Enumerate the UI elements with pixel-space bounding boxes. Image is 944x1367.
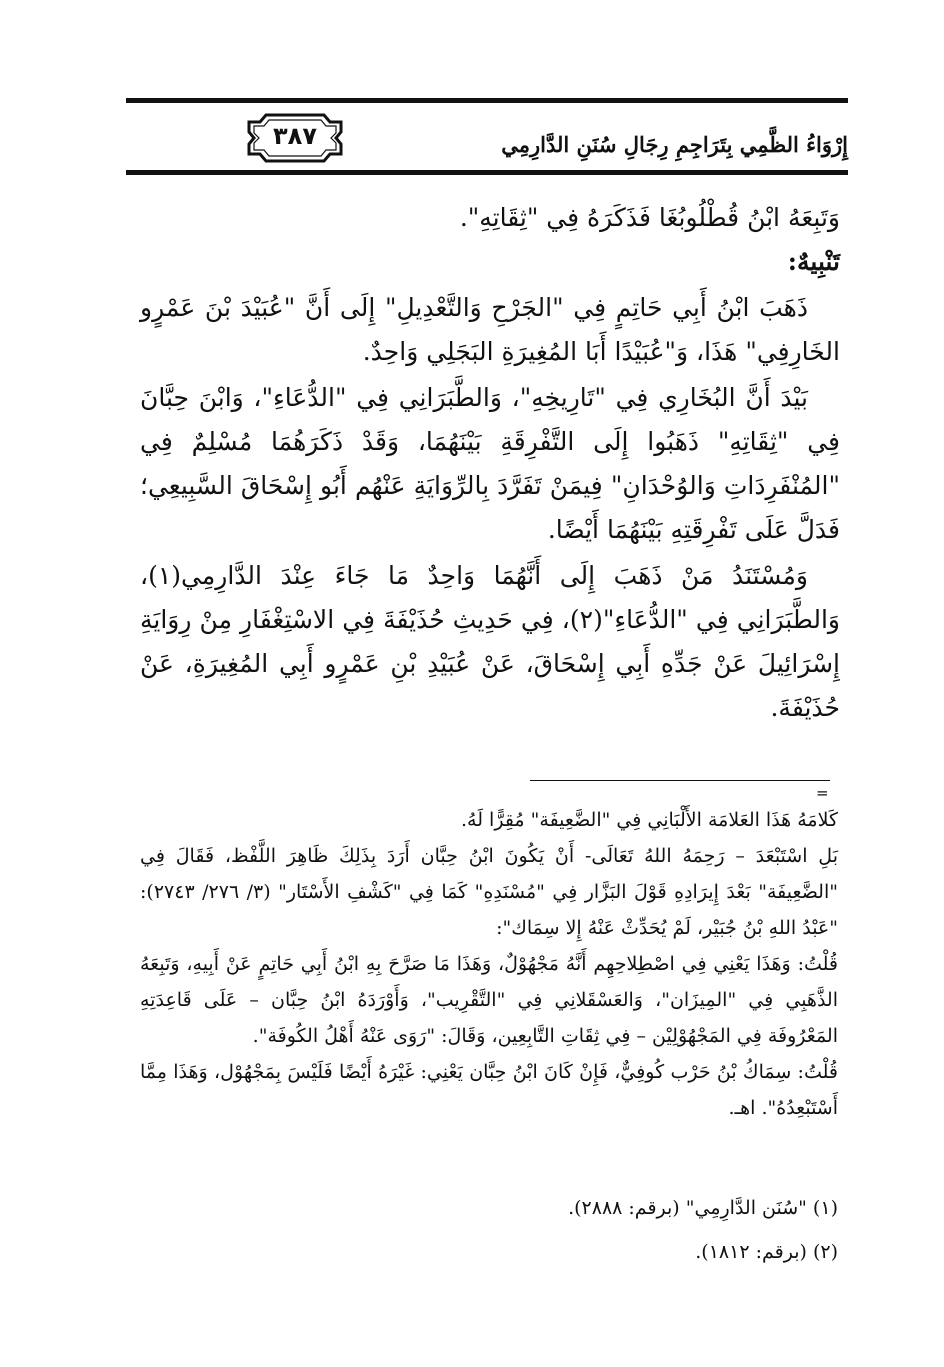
footnotes xyxy=(140,1186,838,1274)
footnote-2: (٢) (برقم: ١٨١٢). xyxy=(695,1241,838,1263)
paragraph-2: ذَهَبَ ابْنُ أَبِي حَاتِمٍ فِي "الجَرْحِ وَالتَّعْدِيلِ" إِلَى أَنَّ "عُبَيْدَ بْنَ عَمْرٍو الخَارِفِي" هَذَا، وَ"عُبَيْدًا أَبَا المُغِيرَةِ البَجَلِي وَاحِدٌ. xyxy=(140,293,840,366)
paragraph-4: وَمُسْتَنَدُ مَنْ ذَهَبَ إِلَى أَنَّهُمَا وَاحِدٌ مَا جَاءَ عِنْدَ الدَّارِمِي(١)، وَالطَّبَرَانِي فِي "الدُّعَاءِ"(٢)، فِي حَدِيثِ حُذَيْفَةَ فِي الاسْتِغْفَارِ مِنْ رِوَايَةِ إِسْرَائِيلَ عَنْ جَدِّهِ أَبِي إِسْحَاقَ، عَنْ عُبَيْدِ بْنِ عَمْرٍو أَبِي المُغِيرَةِ، عَنْ حُذَيْفَةَ. xyxy=(140,561,841,722)
header-rule-bottom xyxy=(126,170,848,175)
note-line-2: بَلِ اسْتَبْعَدَ – رَحِمَهُ اللهُ تَعَالَى- أَنْ يَكُونَ ابْنُ حِبَّان أَرَدَ بِذَلِكَ ظَاهِرَ اللَّفْظ، فَقَالَ فِي "الضَّعِيفَة" بَعْدَ إِيرَادِهِ قَوْلَ البَزَّار فِي "مُسْنَدِهِ" كَمَا فِي "كَشْفِ الأَسْتَار" (٣/ ٢٧٦/ ٢٧٤٣): "عَبْدُ اللهِ بْنُ جُبَيْر، لَمْ يُحَدِّثْ عَنْهُ إِلا سِمَاك": xyxy=(140,845,838,939)
paragraph-3: بَيْدَ أَنَّ البُخَارِي فِي "تَارِيخِهِ"، وَالطَّبَرَانِي فِي "الدُّعَاءِ"، وَابْنَ حِبَّانَ فِي "ثِقَاتِهِ" ذَهَبُوا إِلَى التَّفْرِقَةِ بَيْنَهُمَا، وَقَدْ ذَكَرَهُمَا مُسْلِمٌ فِي "المُنْفَرِدَاتِ وَالوُحْدَانِ" فِيمَنْ تَفَرَّدَ بِالرِّوَايَةِ عَنْهُم أَبُو إِسْحَاقَ السَّبِيعِي؛ فَدَلَّ عَلَى تَفْرِقَتِهِ بَيْنَهُمَا أَيْضًا. xyxy=(140,383,840,544)
paragraph-1: وَتَبِعَهُ ابْنُ قُطْلُوبُغَا فَذَكَرَهُ فِي "ثِقَاتِهِ". xyxy=(459,203,840,232)
note-line-4: قُلْتُ: سِمَاكُ بْنُ حَرْب كُوفِيٌّ، فَإِنْ كَانَ ابْنُ حِبَّان يَعْنِي: غَيْرَهُ أَيْضًا فَلَيْسَ بِمَجْهُوْل، وَهَذَا مِمَّا أَسْتَبْعِدُهُ". اهـ. xyxy=(140,1061,838,1119)
page-number: ٣٨٧ xyxy=(273,122,317,150)
section-heading: تَنْبِيهٌ: xyxy=(787,247,840,276)
footnote-separator xyxy=(530,780,830,781)
note-line-1: كَلامَهُ هَذَا العَلامَة الأَلْبَانِي فِي "الضَّعِيفَة" مُقِرًّا لَهُ. xyxy=(461,809,838,831)
page-header xyxy=(126,98,848,180)
note-line-3: قُلْتُ: وَهَذَا يَعْنِي فِي اصْطِلاحِهِم أَنَّهُ مَجْهُوْلٌ، وَهَذَا مَا صَرَّحَ بِهِ ابْنُ أَبِي حَاتِمٍ عَنْ أَبِيهِ، وَتَبِعَهُ الذَّهَبِي فِي "المِيزَان"، وَالعَسْقَلانِي فِي "التَّقْرِيب"، وَأَوْرَدَهُ ابْنُ حِبَّان – عَلَى قَاعِدَتِهِ المَعْرُوفَة فِي المَجْهُوْلِيْن – فِي ثِقَاتِ التَّابِعِين، وَقَالَ: "رَوَى عَنْهُ أَهْلُ الكُوفَة". xyxy=(140,953,838,1047)
book-title: إِرْوَاءُ الظَّمِي بِتَرَاجِمِ رِجَالِ سُنَنِ الدَّارِمِي xyxy=(501,132,848,157)
footnote-1: (١) "سُنَن الدَّارِمِي" (برقم: ٢٨٨٨). xyxy=(568,1197,838,1219)
header-rule-top xyxy=(126,98,848,103)
main-text xyxy=(140,196,840,730)
continued-notes xyxy=(140,802,838,1126)
page-number-badge xyxy=(246,112,344,164)
continuation-mark: = xyxy=(816,784,829,802)
